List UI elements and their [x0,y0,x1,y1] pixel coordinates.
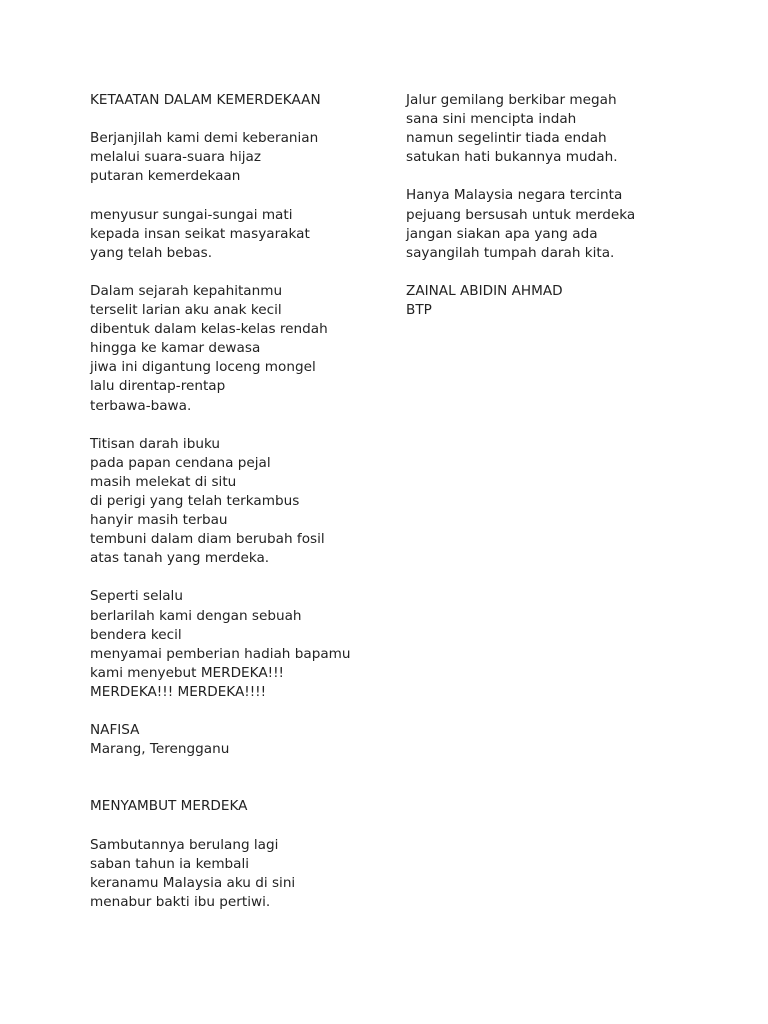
poem-line: di perigi yang telah terkambus [90,492,300,509]
poem2-stanza-3 [406,186,706,262]
poem-line: yang telah bebas. [90,244,213,261]
poem-line: pada papan cendana pejal [90,454,271,471]
poem-line: sayangilah tumpah darah kita. [406,244,615,261]
poem-line: MERDEKA!!! MERDEKA!!!! [90,683,267,700]
poem-line: dibentuk dalam kelas-kelas rendah [90,321,328,338]
poem-line: berlarilah kami dengan sebuah [90,607,302,624]
poem-line: bendera kecil [90,626,182,643]
poem-line: terbawa-bawa. [90,397,192,414]
poem1-stanza-5 [90,587,390,702]
poem-line: kepada insan seikat masyarakat [90,225,310,242]
poem-line: jiwa ini digantung loceng mongel [90,359,316,376]
poem2-title: MENYAMBUT MERDEKA [90,798,248,815]
poem-line: menyamai pemberian hadiah bapamu [90,645,351,662]
poem-line: hanyir masih terbau [90,512,228,529]
poem-line: Dalam sejarah kepahitanmu [90,282,283,299]
poem-line: sana sini mencipta indah [406,111,577,128]
poem1-stanza-4 [90,435,390,569]
poem2-location: BTP [406,302,432,319]
left-column [90,91,390,912]
poem-line: satukan hati bukannya mudah. [406,149,618,166]
poem-line: menabur bakti ibu pertiwi. [90,893,271,910]
poem-line: pejuang bersusah untuk merdeka [406,206,636,223]
poem-line: terselit larian aku anak kecil [90,302,282,319]
poem-line: melalui suara-suara hijaz [90,149,261,166]
poem-line: namun segelintir tiada endah [406,130,607,147]
poem-line: Seperti selalu [90,588,183,605]
right-column [406,91,706,320]
poem-line: Sambutannya berulang lagi [90,836,279,853]
poem1-title: KETAATAN DALAM KEMERDEKAAN [90,92,321,108]
poem-line: Jalur gemilang berkibar megah [406,92,617,108]
poem-line: masih melekat di situ [90,473,237,490]
poem2-stanza-2 [406,91,706,167]
poem1-stanza-3 [90,282,390,416]
poem1-stanza-2 [90,206,390,263]
poem-line: Titisan darah ibuku [90,435,221,452]
poem1-author: NAFISA [90,722,140,739]
poem-line: Berjanjilah kami demi keberanian [90,130,319,147]
poem2-stanza-1 [90,836,390,912]
poem-line: atas tanah yang merdeka. [90,550,270,567]
poem-line: jangan siakan apa yang ada [406,225,598,242]
poem1-location: Marang, Terengganu [90,741,230,758]
poem-line: keranamu Malaysia aku di sini [90,874,296,891]
poem-line: menyusur sungai-sungai mati [90,206,293,223]
poem-line: Hanya Malaysia negara tercinta [406,187,623,204]
poem-line: putaran kemerdekaan [90,168,241,185]
poem1-stanza-1 [90,129,390,186]
poem-line: lalu direntap-rentap [90,378,226,395]
poem-line: saban tahun ia kembali [90,855,250,872]
poem-line: tembuni dalam diam berubah fosil [90,531,325,548]
poem2-author: ZAINAL ABIDIN AHMAD [406,282,563,299]
poem-line: kami menyebut MERDEKA!!! [90,664,284,681]
poem-line: hingga ke kamar dewasa [90,340,261,357]
